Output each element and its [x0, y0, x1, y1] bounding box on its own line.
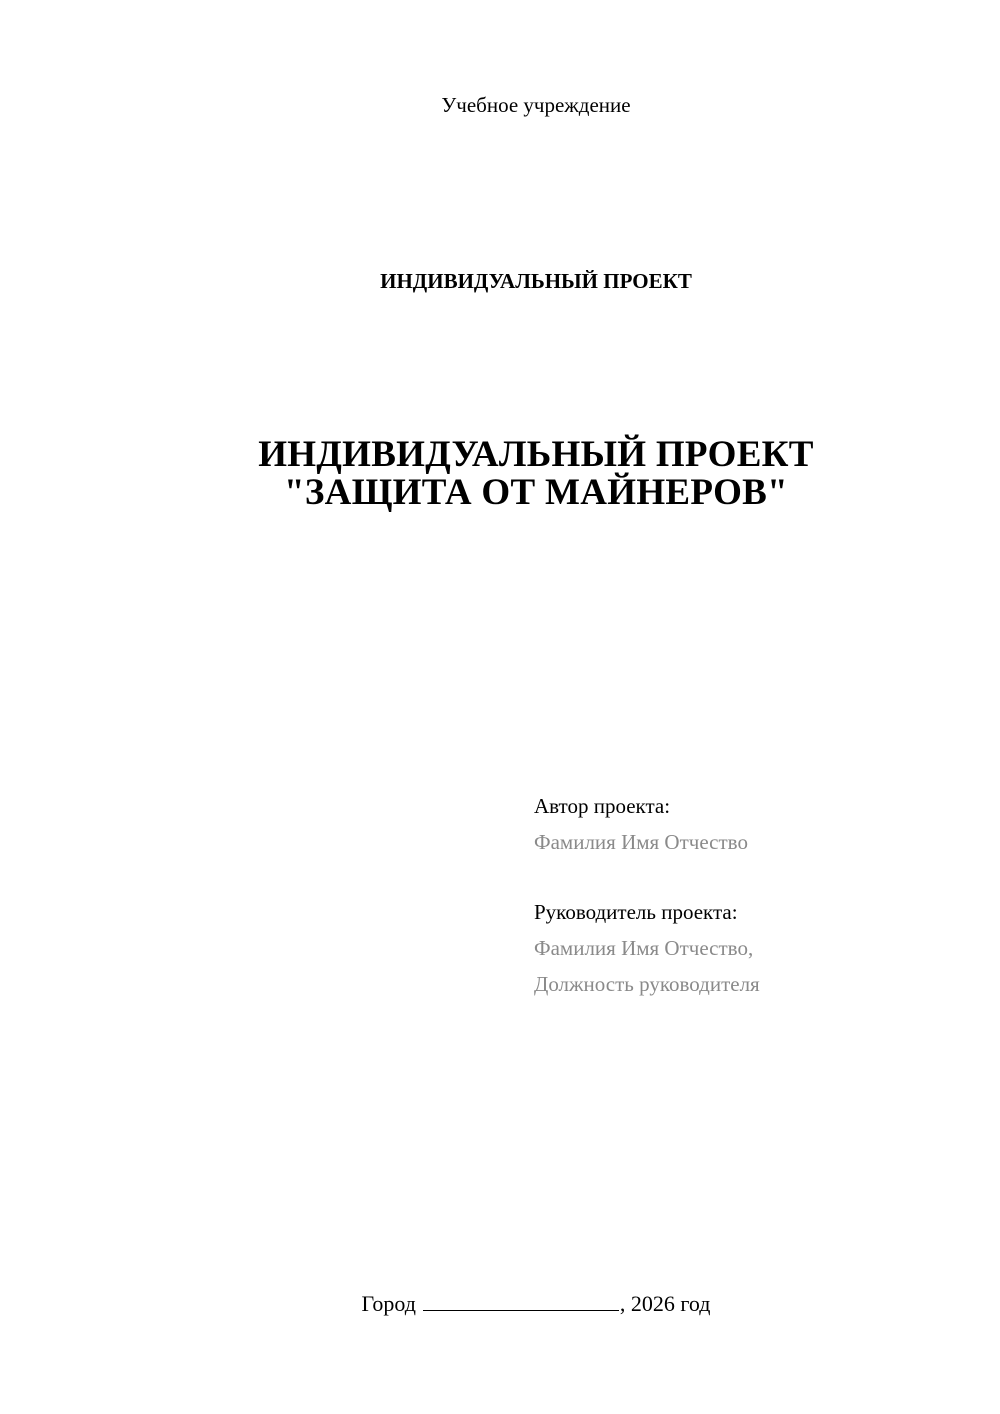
- city-year-line: [0, 1290, 1000, 1318]
- project-type-heading: ИНДИВИДУАЛЬНЫЙ ПРОЕКТ: [380, 269, 692, 293]
- project-title-line-1: ИНДИВИДУАЛЬНЫЙ ПРОЕКТ: [258, 434, 814, 475]
- project-title: [0, 436, 1000, 512]
- author-label: Автор проекта:: [534, 794, 671, 818]
- institution-name: Учебное учреждение: [441, 93, 631, 117]
- supervisor-label: Руководитель проекта:: [534, 900, 738, 924]
- city-label: Город: [361, 1291, 416, 1316]
- project-credits: [534, 788, 760, 1002]
- project-title-line-2: "ЗАЩИТА ОТ МАЙНЕРОВ": [284, 472, 788, 513]
- supervisor-name: Фамилия Имя Отчество,: [534, 936, 754, 960]
- year-text: , 2026 год: [619, 1291, 711, 1316]
- city-blank-line: [423, 1290, 619, 1311]
- supervisor-position: Должность руководителя: [534, 972, 760, 996]
- author-name: Фамилия Имя Отчество: [534, 830, 748, 854]
